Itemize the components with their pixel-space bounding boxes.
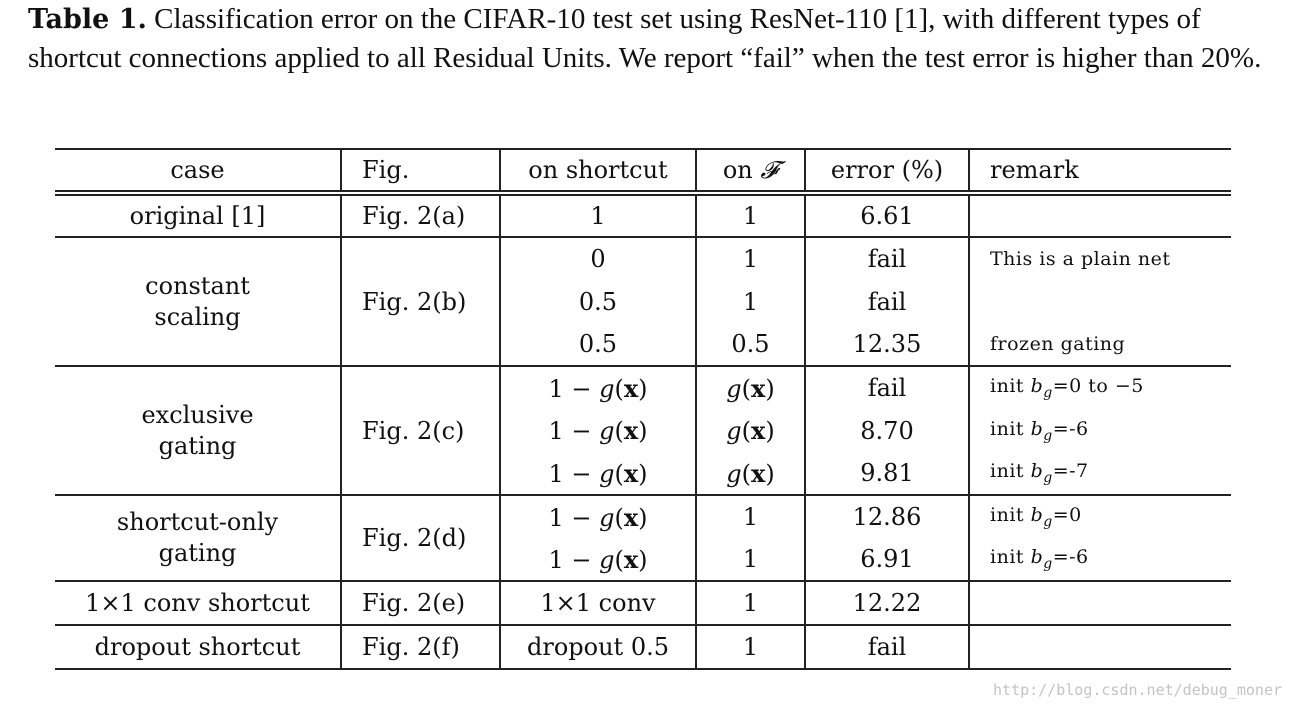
on-f-cell: 1 [696, 193, 805, 237]
on-shortcut-cell: 1 − g(x) [500, 538, 696, 581]
on-shortcut-cell: 1 [500, 193, 696, 237]
table-row [55, 237, 1231, 280]
case-cell: 1×1 conv shortcut [55, 581, 341, 625]
on-f-cell: g(x) [696, 409, 805, 452]
table-row [55, 625, 1231, 669]
table-row [55, 495, 1231, 538]
case-cell [55, 366, 341, 495]
on-shortcut-cell: dropout 0.5 [500, 625, 696, 669]
fig-cell: Fig. 2(b) [341, 237, 500, 366]
fig-cell: Fig. 2(c) [341, 366, 500, 495]
on-shortcut-cell: 1×1 conv [500, 581, 696, 625]
case-cell [55, 495, 341, 581]
error-cell: 12.86 [805, 495, 969, 538]
remark-cell: init $b_g=0$ [990, 504, 1082, 530]
on-f-cell: 1 [696, 538, 805, 581]
case-line-1: exclusive [141, 400, 254, 429]
remark-cell: init $b_g=-7$ [969, 452, 1231, 495]
on-shortcut-cell: 1 − g(x) [500, 409, 696, 452]
error-cell: 6.61 [805, 193, 969, 237]
remark-cell [969, 625, 1231, 669]
header-on-f-symbol: 𝓕 [760, 156, 779, 184]
error-cell: 9.81 [805, 452, 969, 495]
fig-cell: Fig. 2(e) [341, 581, 500, 625]
on-shortcut-cell: 0.5 [500, 323, 696, 366]
error-cell: fail [805, 280, 969, 323]
remark-cell [969, 280, 1231, 323]
remark-cell: frozen gating [969, 323, 1231, 366]
remark-cell: init $b_g=-6$ [990, 417, 1089, 444]
error-cell: fail [805, 237, 969, 280]
remark-cell [969, 193, 1231, 237]
remark-cell: init $b_g=-6$ [969, 538, 1231, 581]
case-line-1: constant [145, 271, 250, 300]
watermark: http://blog.csdn.net/debug_moner [993, 681, 1282, 699]
caption-text: Classification error on the CIFAR-10 test set using ResNet-110 [1], with different types of shortcut connections applied to all Residual Units. We report “fail” when the test error is higher than 20%. [28, 3, 1262, 74]
on-shortcut-cell: 0 [500, 237, 696, 280]
header-on-f [696, 149, 805, 193]
on-f-cell: 1 [696, 280, 805, 323]
header-error: error (%) [805, 149, 969, 193]
on-shortcut-cell: 1 − g(x) [500, 452, 696, 495]
case-cell: dropout shortcut [55, 625, 341, 669]
case-cell [55, 237, 341, 366]
fig-cell: Fig. 2(d) [341, 495, 500, 581]
caption-label: Table 1. [28, 4, 147, 35]
on-f-cell: g(x) [696, 366, 805, 409]
case-line-2: gating [158, 539, 237, 567]
error-cell: fail [805, 366, 969, 409]
case-line-1: shortcut-only [116, 508, 279, 536]
on-shortcut-cell: 1 − g(x) [500, 495, 696, 538]
table-row [55, 193, 1231, 237]
error-cell: fail [805, 625, 969, 669]
remark-cell [969, 581, 1231, 625]
on-f-cell: 0.5 [696, 323, 805, 366]
header-on-f-prefix: on [722, 156, 761, 184]
error-cell: 12.22 [805, 581, 969, 625]
header-fig: Fig. [341, 149, 500, 193]
remark-cell: This is a plain net [990, 248, 1171, 270]
case-line-2: scaling [154, 302, 241, 331]
on-f-cell: 1 [696, 495, 805, 538]
results-table [55, 148, 1231, 670]
header-remark: remark [969, 149, 1231, 193]
remark-cell: init $b_g=0$ to −5 [990, 375, 1144, 401]
error-cell: 6.91 [805, 538, 969, 581]
on-f-cell: g(x) [696, 452, 805, 495]
error-cell: 12.35 [805, 323, 969, 366]
fig-cell: Fig. 2(f) [341, 625, 500, 669]
case-line-2: gating [158, 431, 237, 460]
on-shortcut-cell: 1 − g(x) [500, 366, 696, 409]
error-cell: 8.70 [805, 409, 969, 452]
table-caption [28, 0, 1268, 78]
table-row [55, 581, 1231, 625]
case-cell: original [1] [55, 193, 341, 237]
header-case: case [55, 149, 341, 193]
header-row [55, 149, 1231, 193]
table-row [55, 366, 1231, 409]
on-f-cell: 1 [696, 581, 805, 625]
on-f-cell: 1 [696, 237, 805, 280]
on-f-cell: 1 [696, 625, 805, 669]
header-on-shortcut: on shortcut [500, 149, 696, 193]
fig-cell: Fig. 2(a) [341, 193, 500, 237]
on-shortcut-cell: 0.5 [500, 280, 696, 323]
